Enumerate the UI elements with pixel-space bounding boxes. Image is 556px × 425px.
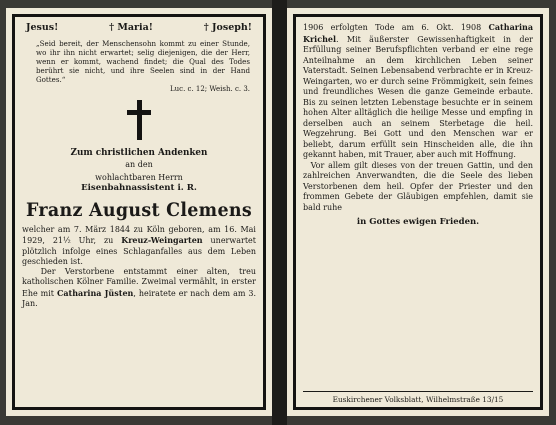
bio-text-3: Der Verstorbene entstammt einer alten, treu katholischen Kölner Familie. Zweimal vermählt, in erster Ehe mit [22, 267, 256, 298]
cont-text-3: Vor allem gilt dieses von der treuen Gattin, und den zahlreichen Anverwandten, die die Seele des lieben Verstorbenen dem heil. Opfer der Priester und den frommen Gebete der Gläubigen empfehlen, damit sie bald ruhe [303, 160, 533, 212]
invocation-jesus: Jesus! [26, 22, 59, 33]
cross-area [16, 100, 262, 140]
bio-place-name: Kreuz-Weingarten [121, 235, 203, 246]
continuation-text [303, 22, 533, 213]
honorific-line: wohlachtbaren Herrn [95, 173, 183, 182]
bio-text-2: unerwartet plötzlich infolge eines Schlaganfalles aus dem Leben geschieden ist. [22, 236, 256, 266]
cross-icon [127, 100, 151, 140]
invocation-header [16, 18, 262, 33]
right-card [287, 8, 549, 416]
cont-text-1: 1906 erfolgten Tode am 6. Okt. 1908 [303, 23, 489, 32]
right-card-content [297, 18, 539, 406]
left-card-content [16, 18, 262, 406]
bible-quote-source: Luc. c. 12; Weish. c. 3. [170, 85, 250, 93]
printer-divider [303, 391, 533, 392]
invocation-joseph: † Joseph! [203, 22, 252, 33]
second-wife-name: Catharina Krichel [303, 22, 533, 44]
an-den-line: an den [125, 160, 153, 169]
deceased-rank: Eisenbahnassistent i. R. [81, 183, 197, 193]
card-fold-gap [272, 0, 287, 425]
left-card [6, 8, 272, 416]
bio-text-1: welcher am 7. März 1844 zu Köln geboren, am 16. Mai 1929, 21½ Uhr, zu [22, 225, 256, 246]
deceased-name: Franz August Clemens [26, 199, 252, 221]
cont-text-2: . Mit äußerster Gewissenhaftigkeit in der Erfüllung seiner Berufspflichten verband er eine rege Anteilnahme an dem kirchlichen Leben seiner Vaterstadt. Seinen Lebensabend verbrachte er in Kreuz-Weingarten, wo er durch seine Frömmigkeit, sein feines und freundliches Wesen die ganze Gemeinde erbaute. Bis zu seinen letzten Lebenstage besuchte er in seinem hohen Alter alltäglich die heilige Messe und empfing in derselben auch an seinem Sterbetage die heil. Wegzehrung. Bei Gott und den Menschen war er beliebt, darum erfüllt sein Hinscheiden alle, die ihn gekannt haben, mit Trauer, aber auch mit Hoffnung. [303, 34, 533, 159]
bio-text-4: , heiratete er nach dem am 3. Jan. [22, 288, 257, 309]
biography-text [22, 225, 256, 309]
bible-quote [36, 39, 250, 94]
printer-imprint: Euskirchener Volksblatt, Wilhelmstraße 13/15 [332, 395, 504, 404]
invocation-maria: † Maria! [109, 22, 153, 33]
bible-quote-text: „Seid bereit, der Menschensohn kommt zu einer Stunde, wo ihr ihn nicht erwartet; selig diejenigen, die der Herr, wenn er kommt, wachend findet; die Qual des Todes berührt sie nicht, und ihre Seelen sind in der Hand Gottes.“ [36, 39, 250, 84]
memory-line: Zum christlichen Andenken [70, 148, 208, 158]
closing-line: in Gottes ewigen Frieden. [356, 217, 480, 227]
bio-first-wife: Catharina Jüsten [56, 287, 134, 298]
